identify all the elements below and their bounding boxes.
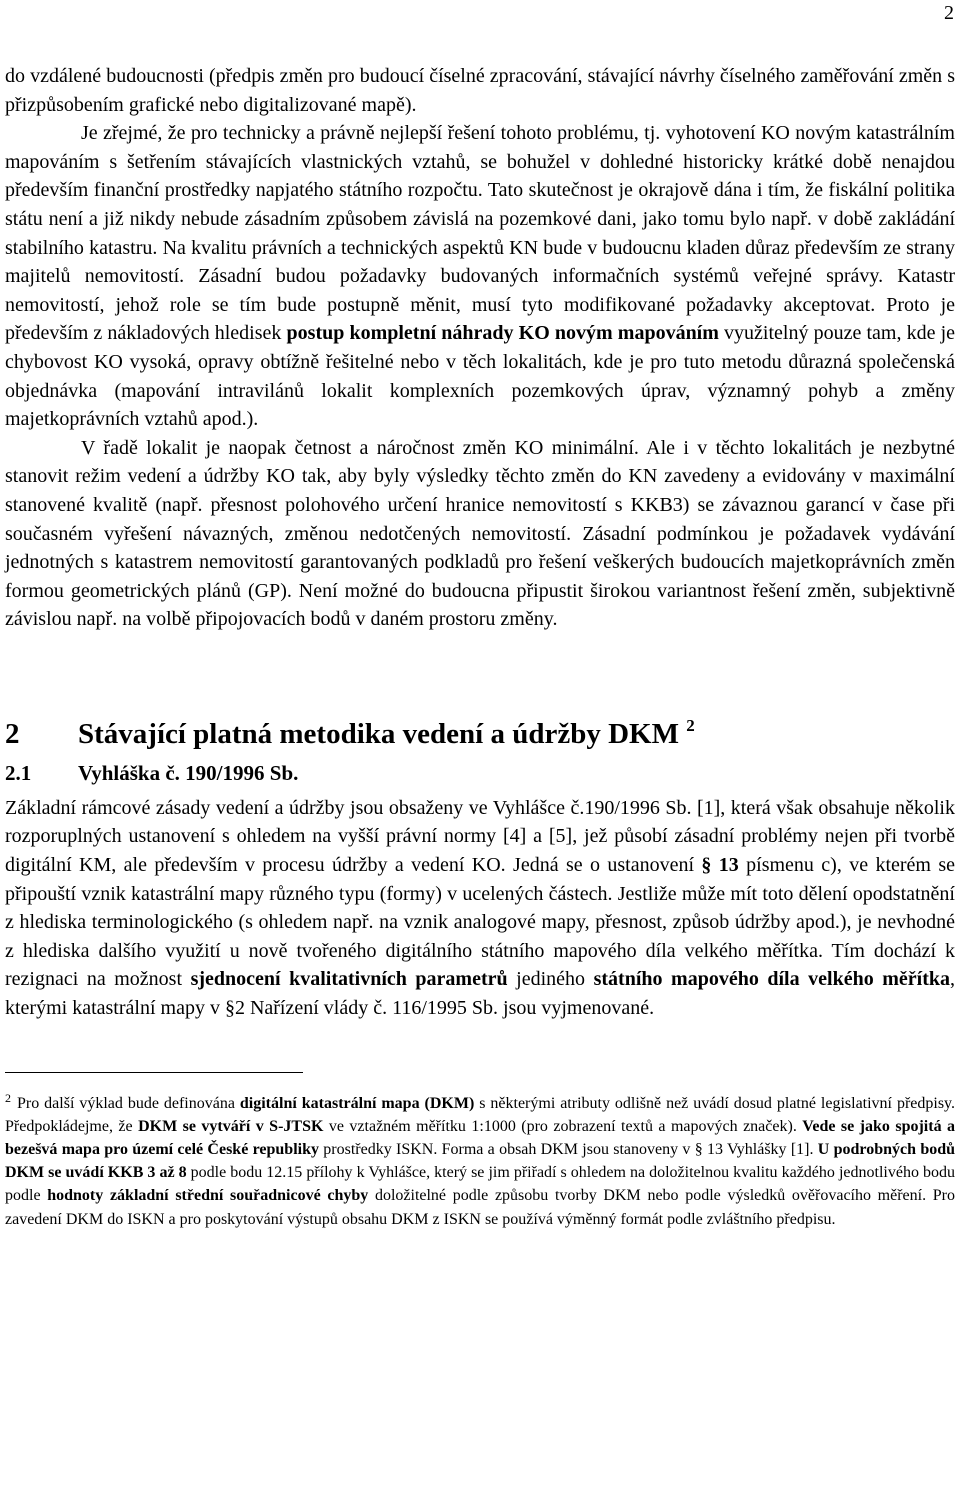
paragraph-2 xyxy=(5,119,955,434)
text-run: písmenu c), ve kterém se připouští vznik katastrální mapy různého typu (formy) v ucelených částech. Jestliže může mít toto dělení opodstatnění z hlediska terminologického (s ohledem např. na vznik analogové mapy, přesnost, způsob údržby apod.), je nevhodné z hlediska dalšího využití u nově tvořeného digitálního státního mapového díla velkého měřítka. Tím dochází k rezignaci na možnost xyxy=(5,854,956,991)
text-run: s některými atributy odlišně než uvádí dosud platné legislativní předpisy. Předpokládejme, že xyxy=(5,1094,956,1135)
subsection-number: 2.1 xyxy=(5,760,32,785)
text-run: podle bodu 12.15 přílohy k Vyhlášce, který se jim přiřadí s ohledem na doložitelnou kvalitu každého jednotlivého bodu podle xyxy=(5,1164,955,1205)
emphasis-run: sjednocení kvalitativních parametrů xyxy=(190,968,508,991)
section-paragraph xyxy=(5,794,955,1023)
footnote-divider xyxy=(5,1072,303,1073)
emphasis-run: hodnoty základní střední souřadnicové chyby xyxy=(47,1187,369,1205)
emphasis-run: digitální katastrální mapa (DKM) xyxy=(239,1094,475,1112)
text-run: doložitelné podle způsobu tvorby DKM nebo podle výsledků ověřovacího měření. Pro zavedení DKM do ISKN a pro poskytování výstupů obsahu DKM z ISKN se používá výměnný formát podle zvláštního předpisu. xyxy=(5,1187,956,1228)
text-run: do vzdálené budoucnosti (předpis změn pro budoucí číselné zpracování, stávající návrhy číselného zaměřování změn s přizpůsobením grafické nebo digitalizované mapě). xyxy=(5,65,955,116)
section-number: 2 xyxy=(5,717,20,750)
text-run: Základní rámcové zásady vedení a údržby jsou obsaženy ve Vyhlášce č.190/1996 Sb. [1], která však obsahuje několik rozporuplných ustanovení s ohledem na vyšší právní normy [4] a [5], jež působí zásadní problémy nejen při tvorbě digitální KM, ale především v procesu údržby a vedení KO. Jedná se o ustanovení xyxy=(5,796,955,877)
subsection-heading xyxy=(5,758,955,788)
text-run: Pro další výklad bude definována xyxy=(17,1094,240,1112)
text-run: prostředky ISKN. Forma a obsah DKM jsou stanoveny v § 13 Vyhlášky [1]. xyxy=(319,1141,818,1159)
emphasis-run: U podrobných bodů DKM se uvádí KKB 3 až 8 xyxy=(5,1141,956,1182)
page-body xyxy=(5,62,955,1231)
text-run: , kterými katastrální mapy v §2 Nařízení vlády č. 116/1995 Sb. jsou vyjmenované. xyxy=(5,968,955,1020)
footnote-marker: 2 xyxy=(5,1090,11,1105)
emphasis-run: § 13 xyxy=(701,854,739,877)
emphasis-run: DKM se vytváří v S-JTSK xyxy=(138,1117,324,1135)
text-run: jediného xyxy=(507,968,594,991)
emphasis-run: Vede se jako spojitá a bezešvá mapa pro území celé České republiky xyxy=(5,1117,956,1159)
text-run: Je zřejmé, že pro technicky a právně nejlepší řešení tohoto problému, tj. vyhotovení KO novým katastrálním mapováním s šetřením stávajících vlastnických vztahů, se bohužel v dohledné historicky krátké době nenajdou především finanční prostředky napjatého státního rozpočtu. Tato skutečnost je okrajově dána i tím, že fiskální politika státu není a již nikdy nebude zásadním způsobem závislá na pozemkové dani, jako tomu bylo např. v době zakládání stabilního katastru. Na kvalitu právních a technických aspektů KN bude v budoucnu kladen důraz především ze strany majitelů nemovitostí. Zásadní budou požadavky budovaných informačních systémů veřejné správy. Katastr nemovitostí, jehož role se tím bude postupně měnit, musí tyto modifikované požadavky akceptovat. Proto je především z nákladových hledisek xyxy=(5,122,955,345)
section-title: Stávající platná metodika vedení a údržby DKM xyxy=(78,717,679,750)
page-number: 2 xyxy=(944,2,954,24)
text-run: využitelný pouze tam, kde je chybovost KO vysoká, opravy obtížně řešitelné nebo v těch lokalitách, kde je pro tuto metodu důrazná společenská objednávka (mapování intravilánů lokalit komplexních pozemkových úprav, významný pohyb a změny majetkoprávních vztahů apod.). xyxy=(5,322,955,431)
emphasis-run: postup kompletní náhrady KO novým mapováním xyxy=(286,322,719,345)
emphasis-run: státního mapového díla velkého měřítka xyxy=(593,968,950,991)
subsection-title: Vyhláška č. 190/1996 Sb. xyxy=(78,760,299,785)
footnote xyxy=(5,1087,955,1231)
paragraph-3 xyxy=(5,434,955,634)
paragraph-1 xyxy=(5,62,955,119)
section-heading xyxy=(5,706,955,754)
footnote-reference: 2 xyxy=(686,715,695,735)
text-run: V řadě lokalit je naopak četnost a náročnost změn KO minimální. Ale i v těchto lokalitách je nezbytné stanovit režim vedení a údržby KO tak, aby byly výsledky těchto změn do KN zavedeny a evidovány v maximální stanovené kvalitě (např. přesnost polohového určení hranice nemovitostí s KKB3) se závaznou garancí v čase při současném vyřešení návazných, změnou nedotčených nemovitostí. Zásadní podmínkou je požadavek vydávání jednotných s katastrem nemovitostí garantovaných podkladů pro řešení veškerých budoucích majetkoprávních změn formou geometrických plánů (GP). Není možné do budoucna připustit širokou variantnost řešení změn, subjektivně závislou např. na volbě připojovacích bodů v daném prostoru změny. xyxy=(5,436,955,631)
text-run: ve vztažném měřítku 1:1000 (pro zobrazení textů a mapových značek). xyxy=(323,1117,803,1135)
